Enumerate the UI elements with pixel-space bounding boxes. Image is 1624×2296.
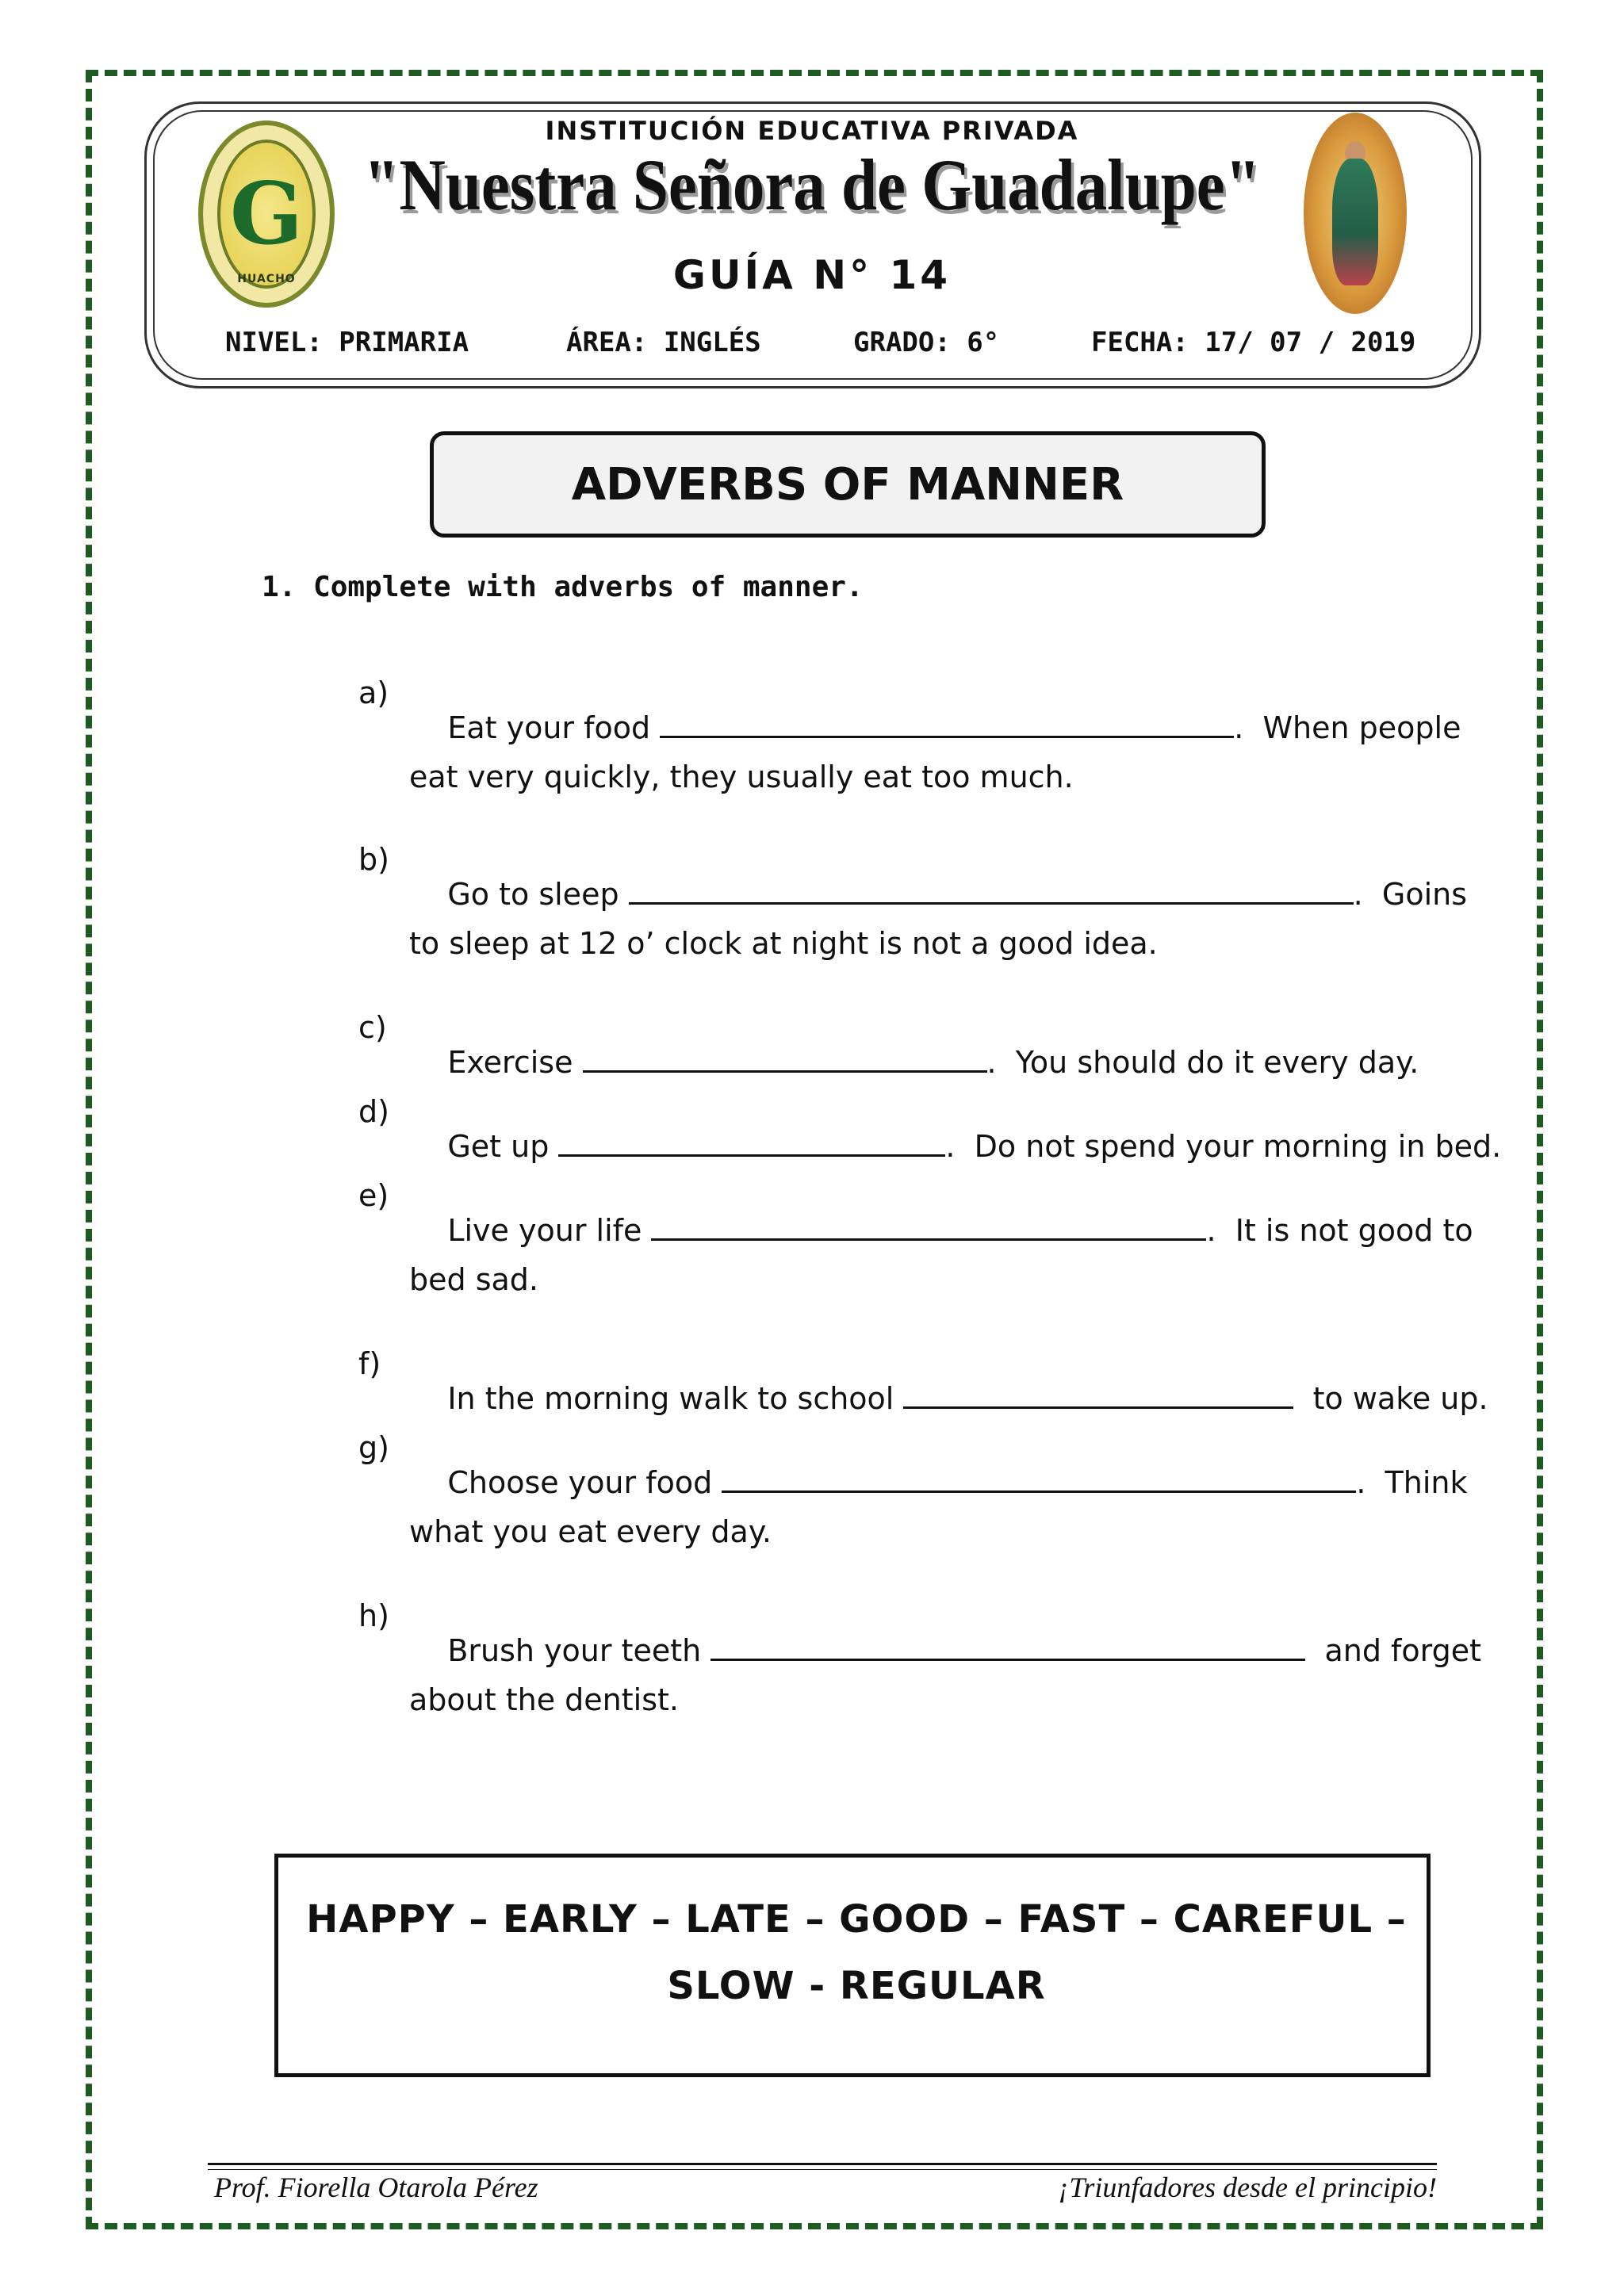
meta-nivel: NIVEL: PRIMARIA [225,327,469,358]
logo-letter: G [229,164,304,264]
teacher-name: Prof. Fiorella Otarola Pérez [214,2172,538,2203]
answer-blank[interactable] [558,1130,945,1157]
item-text-after: to wake up. [1293,1381,1488,1416]
answer-blank[interactable] [722,1466,1356,1493]
school-motto: ¡Triunfadores desde el principio! [1058,2172,1437,2203]
answer-blank[interactable] [660,711,1234,738]
item-letter: a) [358,675,389,710]
item-text-before: Get up [447,1129,559,1164]
word-bank-box [274,1854,1431,2077]
item-text-before: Go to sleep [447,877,629,912]
answer-blank[interactable] [629,878,1354,905]
item-e-continuation: bed sad. [409,1262,538,1297]
item-text-before: Choose your food [447,1465,722,1500]
item-text-before: In the morning walk to school [447,1381,904,1416]
footer-rule-thin [208,2169,1437,2170]
school-name: "Nuestra Señora de Guadalupe" [363,144,1261,225]
answer-blank[interactable] [903,1382,1293,1409]
item-text-before: Brush your teeth [447,1633,711,1668]
item-text-after: . Think [1356,1465,1468,1500]
item-letter: b) [358,842,389,877]
item-h-continuation: about the dentist. [409,1682,679,1717]
item-letter: g) [358,1430,389,1465]
word-bank-line-2: SLOW - REGULAR [667,1964,1046,2008]
item-text-after: . It is not good to [1206,1213,1473,1248]
item-letter: e) [358,1178,389,1213]
answer-blank[interactable] [651,1214,1206,1241]
institution-type: INSTITUCIÓN EDUCATIVA PRIVADA [545,116,1079,146]
footer-rule [208,2163,1437,2165]
logo-ring-text: HUACHO [237,273,296,285]
item-letter: f) [358,1346,381,1381]
item-letter: h) [358,1598,389,1633]
item-text-after: . When people [1234,710,1461,745]
worksheet-title: ADVERBS OF MANNER [430,431,1266,538]
item-a-continuation: eat very quickly, they usually eat too much. [409,760,1074,794]
exercise-instruction: 1. Complete with adverbs of manner. [262,571,864,603]
item-text-before: Eat your food [447,710,661,745]
item-g-continuation: what you eat every day. [409,1514,772,1549]
item-text-after: . Goins [1353,877,1468,912]
word-bank-line-1: HAPPY – EARLY – LATE – GOOD – FAST – CAREFUL – [306,1897,1407,1942]
item-text-before: Exercise [447,1045,583,1080]
guide-number: GUÍA N° 14 [672,252,952,298]
item-text-after: . You should do it every day. [986,1045,1419,1080]
item-text-before: Live your life [447,1213,652,1248]
item-letter: c) [358,1010,387,1045]
item-letter: d) [358,1094,389,1129]
meta-area: ÁREA: INGLÉS [566,327,761,358]
item-b-continuation: to sleep at 12 o’ clock at night is not a good idea. [409,926,1158,961]
answer-blank[interactable] [583,1046,987,1073]
meta-grado: GRADO: 6° [853,327,1000,358]
item-text-after: . Do not spend your morning in bed. [945,1129,1502,1164]
meta-fecha: FECHA: 17/ 07 / 2019 [1091,327,1416,358]
item-text-after: and forget [1305,1633,1482,1668]
item-e [409,1178,1473,1283]
answer-blank[interactable] [710,1634,1305,1661]
